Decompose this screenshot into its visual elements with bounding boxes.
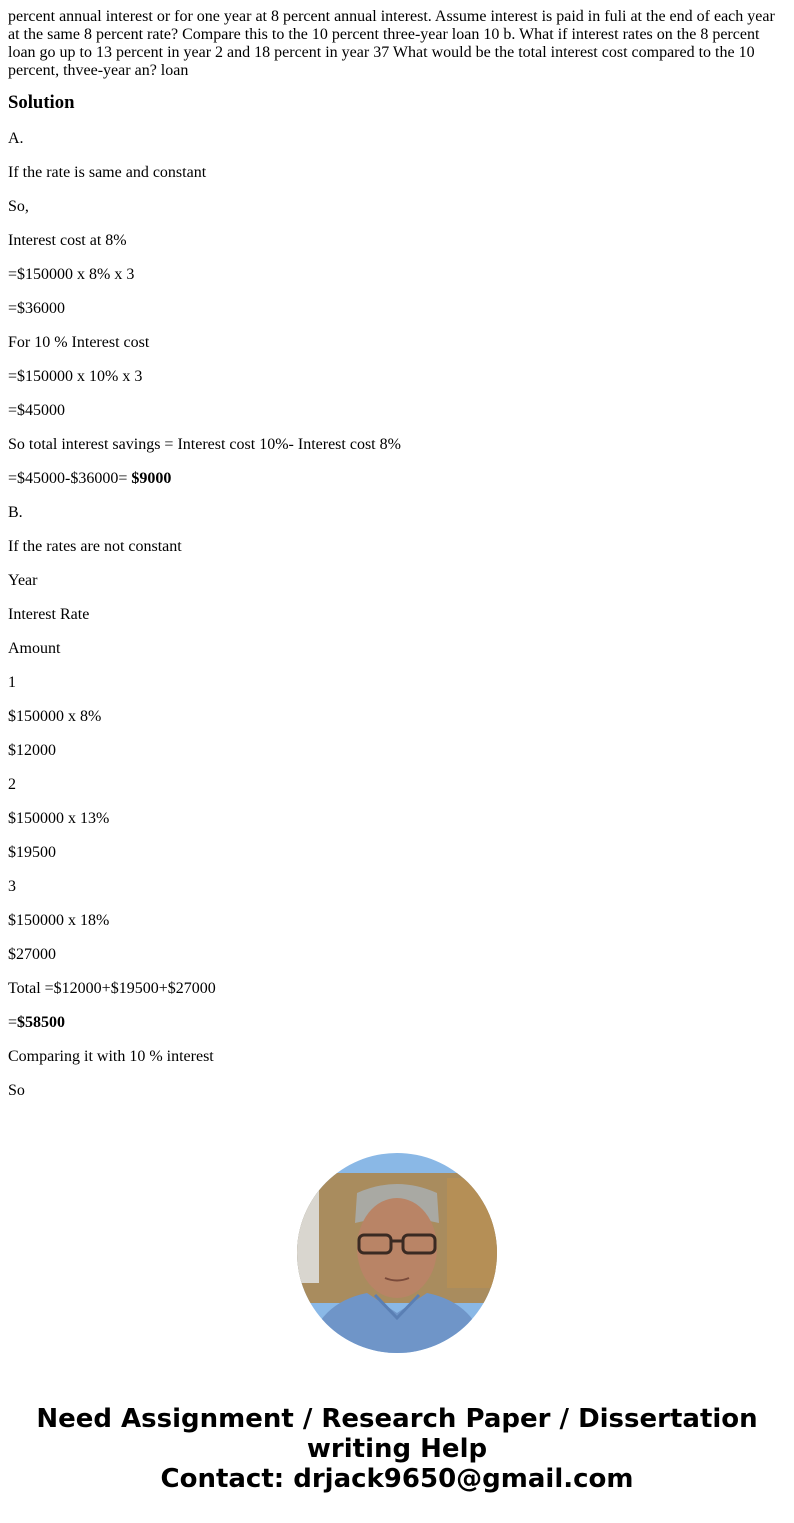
solution-line-text: =: [8, 1014, 18, 1031]
solution-line: [8, 742, 786, 760]
solution-line: [8, 946, 786, 964]
solution-line: [8, 334, 786, 352]
question-text: percent annual interest or for one year at 8 percent annual interest. Assume interest is paid in fuli at the end of each year at the same 8 percent rate? Compare this to the 10 percent three-year loan 10 b. What if interest rates on the 8 percent loan go up to 13 percent in year 2 and 18 percent in year 37 What would be the total interest cost compared to the 10 percent, thvee-year an? loan: [8, 8, 775, 79]
solution-line: [8, 980, 786, 998]
solution-lines: [8, 130, 786, 1100]
solution-line: [8, 266, 786, 284]
solution-line: [8, 164, 786, 182]
person-photo-icon: [297, 1153, 497, 1353]
solution-line-text: So,: [8, 198, 29, 215]
solution-line: [8, 300, 786, 318]
solution-line-text: Comparing it with 10 % interest: [8, 1048, 214, 1065]
solution-line: [8, 912, 786, 930]
solution-line: [8, 232, 786, 250]
solution-line-text: $12000: [8, 742, 56, 759]
solution-line-text: For 10 % Interest cost: [8, 334, 150, 351]
solution-line-text: So total interest savings = Interest cost 10%- Interest cost 8%: [8, 436, 401, 453]
solution-line: [8, 572, 786, 590]
solution-line-text: If the rates are not constant: [8, 538, 182, 555]
solution-line-text: If the rate is same and constant: [8, 164, 207, 181]
solution-line: [8, 708, 786, 726]
solution-line: [8, 198, 786, 216]
solution-line: [8, 640, 786, 658]
solution-line-text: Interest cost at 8%: [8, 232, 127, 249]
solution-line-text: $150000 x 18%: [8, 912, 110, 929]
solution-line-text: Interest Rate: [8, 606, 90, 623]
document-body: [8, 8, 786, 1116]
solution-line: [8, 130, 786, 148]
solution-line: [8, 504, 786, 522]
solution-line-text: =$36000: [8, 300, 66, 317]
solution-line-emphasis: $58500: [17, 1014, 66, 1031]
solution-line-emphasis: $9000: [131, 470, 172, 487]
solution-line-text: Amount: [8, 640, 61, 657]
solution-line: [8, 368, 786, 386]
solution-line: [8, 1014, 786, 1032]
solution-line: [8, 470, 786, 488]
solution-line-text: Total =$12000+$19500+$27000: [8, 980, 216, 997]
solution-heading: Solution: [8, 92, 75, 113]
solution-line-text: So: [8, 1082, 25, 1099]
solution-line: [8, 810, 786, 828]
solution-line: [8, 402, 786, 420]
solution-line: [8, 1082, 786, 1100]
solution-line-text: =$150000 x 10% x 3: [8, 368, 143, 385]
solution-line: [8, 436, 786, 454]
solution-line-text: =$45000-$36000=: [8, 470, 132, 487]
solution-line: [8, 878, 786, 896]
solution-line: [8, 1048, 786, 1066]
solution-line: [8, 844, 786, 862]
promo-line-1: Need Assignment / Research Paper / Dissertation: [36, 1404, 758, 1434]
solution-line: [8, 538, 786, 556]
solution-line-text: $150000 x 13%: [8, 810, 110, 827]
solution-line-text: $27000: [8, 946, 56, 963]
solution-line-text: $150000 x 8%: [8, 708, 102, 725]
solution-line: [8, 606, 786, 624]
promo-line-2: writing Help: [306, 1434, 488, 1464]
contact-email: Contact: drjack9650@gmail.com: [160, 1464, 634, 1494]
solution-line-text: =$45000: [8, 402, 66, 419]
solution-line: [8, 674, 786, 692]
promo-banner: [0, 1404, 794, 1494]
solution-line-text: =$150000 x 8% x 3: [8, 266, 135, 283]
solution-line-text: $19500: [8, 844, 56, 861]
solution-line-text: A.: [8, 130, 24, 147]
solution-line: [8, 776, 786, 794]
solution-line-text: 3: [8, 878, 16, 895]
solution-line-text: 1: [8, 674, 16, 691]
author-avatar: [297, 1153, 497, 1353]
solution-line-text: Year: [8, 572, 38, 589]
solution-line-text: 2: [8, 776, 16, 793]
solution-line-text: B.: [8, 504, 23, 521]
